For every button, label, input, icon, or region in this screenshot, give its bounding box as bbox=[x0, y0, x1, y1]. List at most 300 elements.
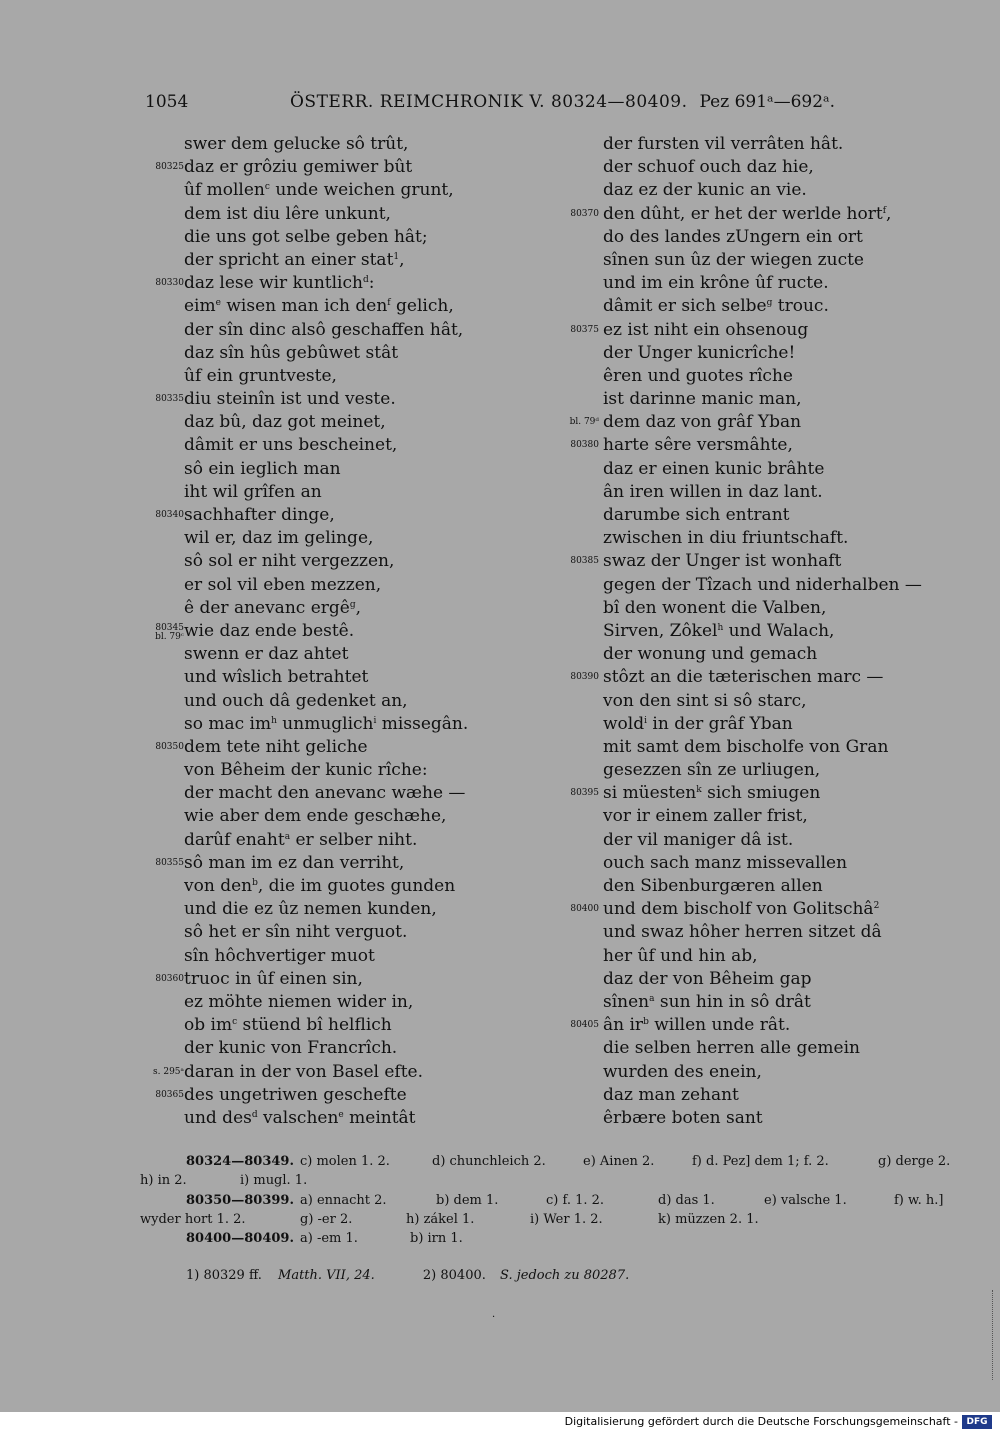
verse-text bbox=[184, 272, 374, 295]
verse-fragment: stüend bî helflich bbox=[237, 1015, 392, 1036]
verse-fragment: sô sol er niht vergezzen, bbox=[184, 551, 395, 572]
verse-line bbox=[545, 713, 945, 736]
footnote-marker: b bbox=[252, 878, 258, 888]
verse-line bbox=[545, 388, 945, 411]
verse-line bbox=[545, 133, 945, 156]
verse-text bbox=[603, 620, 834, 643]
footnote-marker: d bbox=[251, 1109, 258, 1120]
verse-fragment: ân iren willen in daz lant. bbox=[603, 481, 823, 502]
running-title: ÖSTERR. REIMCHRONIK V. 80324—80409. bbox=[290, 92, 688, 112]
verse-text bbox=[603, 736, 888, 759]
verse-text bbox=[603, 504, 789, 527]
verse-fragment: der kunic von Francrîch. bbox=[184, 1038, 398, 1059]
verse-fragment: eim bbox=[184, 296, 216, 317]
verse-line bbox=[545, 342, 945, 365]
verse-line bbox=[545, 1014, 945, 1037]
verse-text bbox=[603, 319, 808, 342]
verse-fragment: dem tete niht geliche bbox=[184, 736, 368, 757]
line-number: 80340 bbox=[155, 510, 184, 520]
verse-fragment: daz er grôziu gemiwer bût bbox=[184, 157, 413, 178]
apparatus-entry: d) chunchleich 2. bbox=[432, 1154, 546, 1169]
verse-text bbox=[603, 133, 843, 156]
verse-line bbox=[140, 1107, 470, 1130]
footnote-marker: c bbox=[232, 1017, 238, 1028]
apparatus-range: 80324—80349. bbox=[186, 1154, 294, 1169]
verse-fragment: ez ist niht ein ohsenoug bbox=[603, 319, 809, 340]
verse-line bbox=[140, 249, 470, 272]
verse-line bbox=[545, 643, 945, 666]
verse-fragment: darûf enaht bbox=[184, 829, 285, 850]
verse-fragment: trouc. bbox=[772, 296, 829, 317]
verse-fragment: gesezzen sîn ze urliugen, bbox=[603, 760, 821, 781]
line-number: 80370 bbox=[570, 208, 599, 219]
verse-fragment: unmuglich bbox=[276, 713, 374, 734]
verse-column-left bbox=[140, 133, 470, 1130]
verse-fragment: die selben herren alle gemein bbox=[603, 1038, 860, 1059]
verse-fragment: meintât bbox=[343, 1107, 416, 1128]
verse-fragment: wurden des enein, bbox=[603, 1061, 762, 1082]
verse-text bbox=[603, 852, 847, 875]
verse-line bbox=[545, 203, 945, 226]
verse-text bbox=[603, 527, 848, 550]
verse-fragment: Sirven, Zôkel bbox=[603, 620, 718, 641]
apparatus-line bbox=[140, 1210, 960, 1229]
verse-fragment: truoc in ûf einen sin, bbox=[184, 968, 363, 989]
verse-line bbox=[545, 852, 945, 875]
verse-fragment: dem daz von grâf Yban bbox=[603, 412, 802, 433]
verse-text bbox=[603, 643, 817, 666]
footnote-marker: b bbox=[643, 1017, 649, 1028]
verse-text bbox=[184, 666, 368, 689]
line-number bbox=[140, 624, 184, 642]
line-number: 80385 bbox=[570, 556, 599, 567]
apparatus-entry: g) derge 2. bbox=[878, 1154, 951, 1169]
verse-fragment: bî den wonent die Valben, bbox=[603, 597, 827, 618]
verse-fragment: daz ez der kunic an vie. bbox=[603, 180, 807, 201]
verse-line bbox=[545, 782, 945, 805]
verse-fragment: dem ist diu lêre unkunt, bbox=[184, 203, 391, 224]
verse-fragment: êrbære boten sant bbox=[603, 1107, 763, 1128]
verse-text bbox=[184, 736, 368, 759]
verse-text bbox=[603, 342, 795, 365]
verse-line bbox=[545, 759, 945, 782]
verse-fragment: dâmit er sich selbe bbox=[603, 296, 767, 317]
verse-fragment: sô ein ieglich man bbox=[184, 458, 341, 479]
verse-line bbox=[545, 458, 945, 481]
footnote-marker: e bbox=[338, 1109, 344, 1120]
verse-fragment: , bbox=[886, 203, 892, 224]
verse-text bbox=[184, 1107, 416, 1130]
verse-text bbox=[603, 968, 811, 991]
verse-text bbox=[603, 203, 891, 226]
verse-text bbox=[184, 574, 381, 597]
page-number: 1054 bbox=[145, 92, 189, 112]
verse-fragment: êren und guotes rîche bbox=[603, 365, 793, 386]
verse-line bbox=[140, 643, 470, 666]
apparatus-entry: f) d. Pez] dem 1; f. 2. bbox=[692, 1154, 829, 1169]
verse-fragment: dâmit er uns bescheinet, bbox=[184, 435, 398, 456]
verse-fragment: gegen der Tîzach und niderhalben — bbox=[603, 574, 922, 595]
line-number: 80350 bbox=[155, 741, 184, 752]
line-number: 80390 bbox=[570, 672, 599, 683]
apparatus-entry: e) Ainen 2. bbox=[583, 1154, 655, 1169]
verse-fragment: stôzt an die tæterischen marc — bbox=[603, 667, 884, 688]
verse-text bbox=[603, 365, 793, 388]
apparatus-entry: h) zákel 1. bbox=[406, 1211, 475, 1227]
critical-apparatus bbox=[140, 1152, 960, 1248]
line-number: 80330 bbox=[155, 278, 184, 289]
verse-text bbox=[184, 226, 428, 249]
verse-fragment: der fursten vil verrâten hât. bbox=[603, 134, 844, 154]
apparatus-line bbox=[140, 1229, 960, 1248]
verse-text bbox=[184, 1014, 392, 1037]
line-number: 80365 bbox=[155, 1089, 184, 1100]
verse-text bbox=[184, 527, 373, 550]
verse-text bbox=[184, 550, 394, 573]
apparatus-range: 80400—80409. bbox=[186, 1231, 294, 1247]
verse-text bbox=[184, 782, 465, 805]
verse-line bbox=[545, 945, 945, 968]
verse-line bbox=[545, 829, 945, 852]
verse-fragment: unde weichen grunt, bbox=[269, 180, 454, 201]
verse-fragment: des ungetriwen geschefte bbox=[184, 1084, 407, 1105]
footnote-marker: f bbox=[882, 205, 887, 216]
verse-text bbox=[184, 156, 412, 179]
verse-line bbox=[140, 388, 470, 411]
verse-line bbox=[140, 690, 470, 713]
footnote-marker: d bbox=[362, 275, 369, 286]
verse-text bbox=[603, 179, 807, 202]
verse-line bbox=[545, 736, 945, 759]
verse-text bbox=[603, 875, 823, 898]
verse-text bbox=[603, 574, 922, 597]
footnote-marker: h bbox=[271, 715, 277, 726]
verse-fragment: ûf mollen bbox=[184, 180, 265, 201]
line-number: 80380 bbox=[570, 440, 599, 451]
verse-fragment: der wonung und gemach bbox=[603, 644, 818, 665]
verse-line bbox=[140, 805, 470, 828]
verse-fragment: sun hin in sô drât bbox=[654, 991, 811, 1012]
verse-fragment: und swaz hôher herren sitzet dâ bbox=[603, 922, 882, 943]
verse-text bbox=[184, 759, 428, 782]
verse-text bbox=[184, 249, 405, 272]
line-number: 80400 bbox=[570, 904, 599, 915]
verse-line bbox=[140, 434, 470, 457]
footnote-marker: 1 bbox=[393, 251, 400, 262]
verse-text bbox=[603, 295, 829, 318]
verse-text bbox=[184, 388, 396, 411]
verse-fragment: sachhafter dinge, bbox=[184, 505, 335, 525]
line-number: 80360 bbox=[155, 973, 184, 984]
verse-fragment: vor ir einem zaller frist, bbox=[603, 806, 808, 827]
verse-line bbox=[140, 550, 470, 573]
verse-line bbox=[545, 875, 945, 898]
verse-fragment: ûf ein gruntveste, bbox=[184, 365, 337, 386]
footnote-marker: i bbox=[644, 715, 647, 726]
verse-fragment: und dem bischolf von Golitschâ bbox=[603, 899, 874, 920]
line-number: 80355 bbox=[155, 857, 184, 868]
footnote-marker: g bbox=[349, 599, 356, 610]
verse-fragment: , bbox=[399, 249, 405, 270]
verse-text bbox=[184, 203, 391, 226]
verse-text bbox=[184, 597, 361, 620]
verse-line bbox=[140, 481, 470, 504]
verse-fragment: si müesten bbox=[603, 783, 697, 804]
verse-line bbox=[545, 690, 945, 713]
verse-text bbox=[603, 1014, 790, 1037]
verse-line bbox=[140, 875, 470, 898]
verse-fragment: in der grâf Yban bbox=[647, 713, 793, 734]
verse-text bbox=[184, 504, 335, 527]
verse-line bbox=[545, 249, 945, 272]
verse-fragment: der vil maniger dâ ist. bbox=[603, 829, 794, 850]
verse-text bbox=[184, 620, 354, 643]
footnote-marker: a bbox=[284, 831, 291, 842]
verse-line bbox=[140, 226, 470, 249]
verse-text bbox=[184, 991, 413, 1014]
verse-line bbox=[140, 133, 470, 156]
verse-text bbox=[603, 249, 864, 272]
verse-fragment: ouch sach manz missevallen bbox=[603, 852, 848, 873]
verse-fragment: und Walach, bbox=[723, 620, 835, 641]
verse-text bbox=[603, 226, 863, 249]
footnote-marker: c bbox=[264, 182, 270, 193]
scan-edge-mark bbox=[992, 1290, 995, 1380]
verse-fragment: und des bbox=[184, 1107, 252, 1128]
pez-reference: Pez 691ᵃ—692ᵃ. bbox=[699, 92, 835, 112]
verse-line bbox=[140, 782, 470, 805]
page-header bbox=[145, 92, 835, 114]
verse-line bbox=[545, 226, 945, 249]
verse-fragment: wie daz ende bestê. bbox=[184, 620, 355, 641]
verse-fragment: , bbox=[355, 597, 361, 618]
verse-line bbox=[140, 272, 470, 295]
verse-line bbox=[140, 295, 470, 318]
verse-line bbox=[140, 829, 470, 852]
verse-fragment: sînen sun ûz der wiegen zucte bbox=[603, 249, 864, 270]
verse-line bbox=[545, 295, 945, 318]
verse-fragment: wold bbox=[603, 713, 645, 734]
verse-text bbox=[603, 1037, 860, 1060]
verse-line bbox=[140, 620, 470, 643]
verse-fragment: der macht den anevanc wæhe — bbox=[184, 783, 466, 804]
apparatus-entry: b) dem 1. bbox=[436, 1192, 499, 1208]
verse-text bbox=[603, 597, 826, 620]
verse-text bbox=[184, 1061, 423, 1084]
verse-fragment: daz lese wir kuntlich bbox=[184, 273, 363, 294]
verse-fragment: daran in der von Basel efte. bbox=[184, 1061, 423, 1082]
footnote-marker: a bbox=[649, 993, 655, 1004]
verse-line bbox=[140, 898, 470, 921]
verse-line bbox=[545, 921, 945, 944]
verse-line bbox=[140, 713, 470, 736]
verse-line bbox=[545, 1037, 945, 1060]
verse-fragment: sô het er sîn niht verguot. bbox=[184, 922, 408, 943]
verse-text bbox=[184, 945, 375, 968]
verse-text bbox=[603, 829, 793, 852]
verse-fragment: willen unde rât. bbox=[648, 1015, 791, 1036]
verse-fragment: von den sint si sô starc, bbox=[603, 690, 807, 711]
verse-text bbox=[603, 1061, 762, 1084]
verse-line bbox=[140, 1061, 470, 1084]
verse-fragment: sich smiugen bbox=[701, 783, 821, 804]
line-number: 80375 bbox=[570, 324, 599, 335]
footnote-marker: g bbox=[766, 298, 773, 309]
verse-line bbox=[545, 968, 945, 991]
verse-line bbox=[140, 921, 470, 944]
footnote-marker: i bbox=[373, 715, 377, 726]
footnote-1: 1) 80329 ff. bbox=[186, 1268, 262, 1283]
verse-fragment: sîn hôchvertiger muot bbox=[184, 945, 375, 966]
verse-fragment: : bbox=[368, 273, 375, 294]
verse-line bbox=[545, 550, 945, 573]
verse-text bbox=[184, 690, 408, 713]
apparatus-entry: wyder hort 1. 2. bbox=[140, 1211, 246, 1227]
verse-fragment: wisen man ich den bbox=[220, 296, 388, 317]
apparatus-entry: e) valsche 1. bbox=[764, 1192, 847, 1208]
verse-line bbox=[140, 365, 470, 388]
verse-text bbox=[184, 805, 446, 828]
verse-fragment: ez möhte niemen wider in, bbox=[184, 991, 414, 1012]
verse-line bbox=[140, 1084, 470, 1107]
verse-fragment: und die ez ûz nemen kunden, bbox=[184, 899, 437, 920]
verse-text bbox=[184, 434, 397, 457]
footnote-marker: h bbox=[717, 622, 724, 633]
verse-fragment: wil er, daz im gelinge, bbox=[184, 528, 374, 549]
verse-line bbox=[545, 527, 945, 550]
footnote-marker: e bbox=[215, 298, 221, 309]
verse-fragment: der sîn dinc alsô geschaffen hât, bbox=[184, 319, 464, 340]
footnote-marker: 2 bbox=[873, 901, 880, 912]
verse-fragment: swaz der Unger ist wonhaft bbox=[603, 551, 842, 572]
footnote-1-ref: Matth. VII, 24. bbox=[278, 1268, 375, 1283]
verse-text bbox=[184, 968, 363, 991]
verse-text bbox=[603, 759, 820, 782]
apparatus-entry: i) Wer 1. 2. bbox=[530, 1211, 603, 1227]
verse-line bbox=[140, 179, 470, 202]
verse-fragment: er selber niht. bbox=[290, 829, 418, 850]
apparatus-entry: k) müzzen 2. 1. bbox=[658, 1211, 759, 1227]
verse-line bbox=[545, 156, 945, 179]
verse-text bbox=[184, 179, 454, 202]
verse-line bbox=[140, 504, 470, 527]
verse-line bbox=[140, 574, 470, 597]
verse-text bbox=[184, 875, 455, 898]
apparatus-range: 80350—80399. bbox=[186, 1192, 294, 1208]
verse-text bbox=[603, 156, 814, 179]
verse-text bbox=[603, 921, 882, 944]
verse-fragment: von Bêheim der kunic rîche: bbox=[184, 760, 428, 781]
verse-line bbox=[140, 852, 470, 875]
line-number: 80395 bbox=[570, 788, 599, 799]
footnote-marker: f bbox=[387, 298, 391, 309]
verse-line bbox=[545, 1107, 945, 1130]
apparatus-entry: c) molen 1. 2. bbox=[300, 1154, 390, 1169]
apparatus-line bbox=[140, 1171, 960, 1190]
verse-line bbox=[140, 666, 470, 689]
verse-text bbox=[184, 411, 386, 434]
apparatus-entry: b) irn 1. bbox=[410, 1231, 463, 1247]
verse-fragment: mit samt dem bischolfe von Gran bbox=[603, 736, 889, 757]
verse-text bbox=[603, 411, 801, 434]
footer-bar bbox=[0, 1412, 1000, 1432]
verse-line bbox=[140, 991, 470, 1014]
verse-text bbox=[603, 805, 808, 828]
verse-fragment: daz bû, daz got meinet, bbox=[184, 412, 386, 433]
verse-fragment: von den bbox=[184, 876, 253, 896]
verse-text bbox=[184, 365, 337, 388]
verse-text bbox=[603, 481, 823, 504]
verse-fragment: ê der anevanc ergê bbox=[184, 597, 350, 618]
verse-line bbox=[140, 203, 470, 226]
verse-text bbox=[184, 458, 341, 481]
verse-fragment: her ûf und hin ab, bbox=[603, 945, 758, 966]
verse-line bbox=[140, 319, 470, 342]
line-number-value: 80345 bbox=[155, 622, 184, 633]
verse-line bbox=[140, 156, 470, 179]
verse-text bbox=[603, 388, 802, 411]
verse-fragment: zwischen in diu friuntschaft. bbox=[603, 528, 849, 549]
verse-text bbox=[184, 319, 463, 342]
verse-text bbox=[603, 898, 879, 921]
funding-notice: Digitalisierung gefördert durch die Deutsche Forschungsgemeinschaft - bbox=[564, 1415, 958, 1428]
verse-text bbox=[603, 713, 793, 736]
verse-line bbox=[545, 179, 945, 202]
verse-fragment: die uns got selbe geben hât; bbox=[184, 226, 428, 247]
dfg-logo: DFG bbox=[962, 1415, 992, 1429]
verse-line bbox=[545, 365, 945, 388]
verse-fragment: iht wil grîfen an bbox=[184, 481, 322, 502]
verse-fragment: harte sêre versmâhte, bbox=[603, 435, 793, 456]
verse-line bbox=[140, 411, 470, 434]
verse-text bbox=[184, 481, 322, 504]
verse-fragment: sînen bbox=[603, 991, 650, 1012]
verse-fragment: swer dem gelucke sô trût, bbox=[184, 134, 409, 154]
apparatus-line bbox=[140, 1191, 960, 1210]
verse-line bbox=[140, 945, 470, 968]
verse-line bbox=[545, 898, 945, 921]
verse-line bbox=[545, 1061, 945, 1084]
verse-column-right bbox=[545, 133, 945, 1130]
verse-fragment: darumbe sich entrant bbox=[603, 505, 790, 525]
verse-line bbox=[545, 991, 945, 1014]
verse-fragment: wie aber dem ende geschæhe, bbox=[184, 806, 447, 827]
verse-fragment: den dûht, er het der werlde hort bbox=[603, 203, 883, 224]
footnotes bbox=[186, 1268, 629, 1283]
footnote-2-ref: S. jedoch zu 80287. bbox=[500, 1268, 630, 1283]
verse-text bbox=[184, 295, 454, 318]
verse-line bbox=[545, 666, 945, 689]
verse-line bbox=[545, 411, 945, 434]
verse-fragment: do des landes zUngern ein ort bbox=[603, 226, 863, 247]
verse-fragment: missegân. bbox=[376, 713, 469, 734]
verse-line bbox=[140, 597, 470, 620]
verse-fragment: der Unger kunicrîche! bbox=[603, 342, 796, 363]
verse-fragment: daz der von Bêheim gap bbox=[603, 968, 812, 989]
apparatus-entry: i) mugl. 1. bbox=[240, 1173, 308, 1189]
verse-text bbox=[184, 1084, 407, 1107]
page-mark: · bbox=[492, 1312, 496, 1323]
verse-text bbox=[184, 898, 437, 921]
verse-fragment: und im ein krône ûf ructe. bbox=[603, 273, 829, 294]
verse-fragment: ob im bbox=[184, 1015, 233, 1036]
verse-text bbox=[603, 991, 811, 1014]
apparatus-entry: f) w. h.] bbox=[894, 1192, 944, 1208]
verse-fragment: swenn er daz ahtet bbox=[184, 644, 349, 665]
apparatus-entry: a) -em 1. bbox=[300, 1231, 358, 1247]
footnote-marker: k bbox=[696, 785, 702, 796]
verse-text bbox=[603, 666, 883, 689]
